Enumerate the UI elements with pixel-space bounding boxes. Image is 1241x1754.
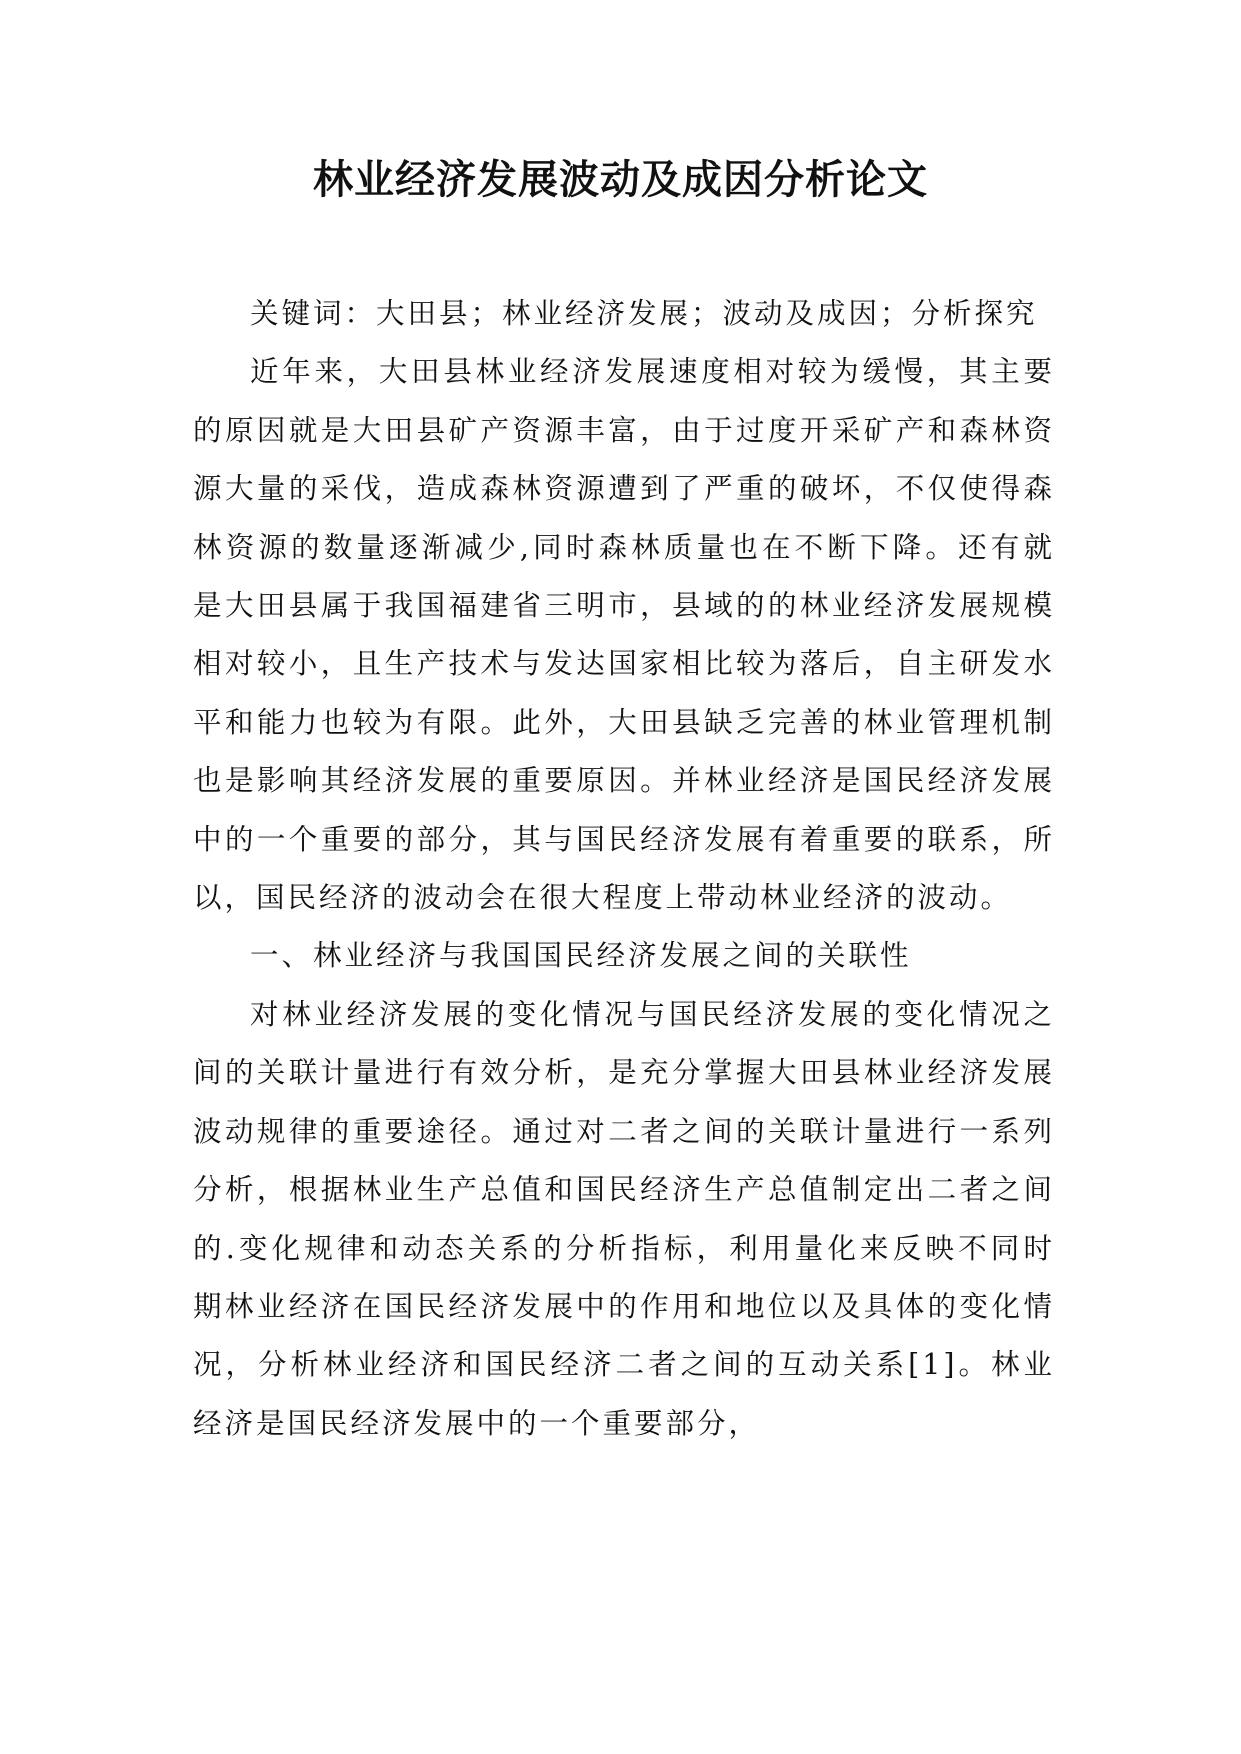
section-paragraph: 对林业经济发展的变化情况与国民经济发展的变化情况之间的关联计量进行有效分析，是充分掌握大田县林业经济发展波动规律的重要途径。通过对二者之间的关联计量进行一系列分析，根据林业生产总值和国民经济生产总值制定出二者之间的.变化规律和动态关系的分析指标，利用量化来反映不同时期林业经济在国民经济发展中的作用和地位以及具体的变化情况，分析林业经济和国民经济二者之间的互动关系[1]。林业经济是国民经济发展中的一个重要部分， bbox=[193, 997, 1055, 1440]
keywords-paragraph: 关键词：大田县；林业经济发展；波动及成因；分析探究 bbox=[250, 297, 1038, 330]
document-body bbox=[193, 285, 1055, 1453]
document-title: 林业经济发展波动及成因分析论文 bbox=[313, 157, 928, 203]
section-heading: 一、林业经济与我国国民经济发展之间的关联性 bbox=[250, 939, 912, 973]
intro-paragraph: 近年来，大田县林业经济发展速度相对较为缓慢，其主要的原因就是大田县矿产资源丰富，由于过度开采矿产和森林资源大量的采伐，造成森林资源遭到了严重的破坏，不仅使得森林资源的数量逐渐减少,同时森林质量也在不断下降。还有就是大田县属于我国福建省三明市，县域的的林业经济发展规模相对较小，且生产技术与发达国家相比较为落后，自主研发水平和能力也较为有限。此外，大田县缺乏完善的林业管理机制也是影响其经济发展的重要原因。并林业经济是国民经济发展中的一个重要的部分，其与国民经济发展有着重要的联系，所以，国民经济的波动会在很大程度上带动林业经济的波动。 bbox=[193, 355, 1055, 915]
